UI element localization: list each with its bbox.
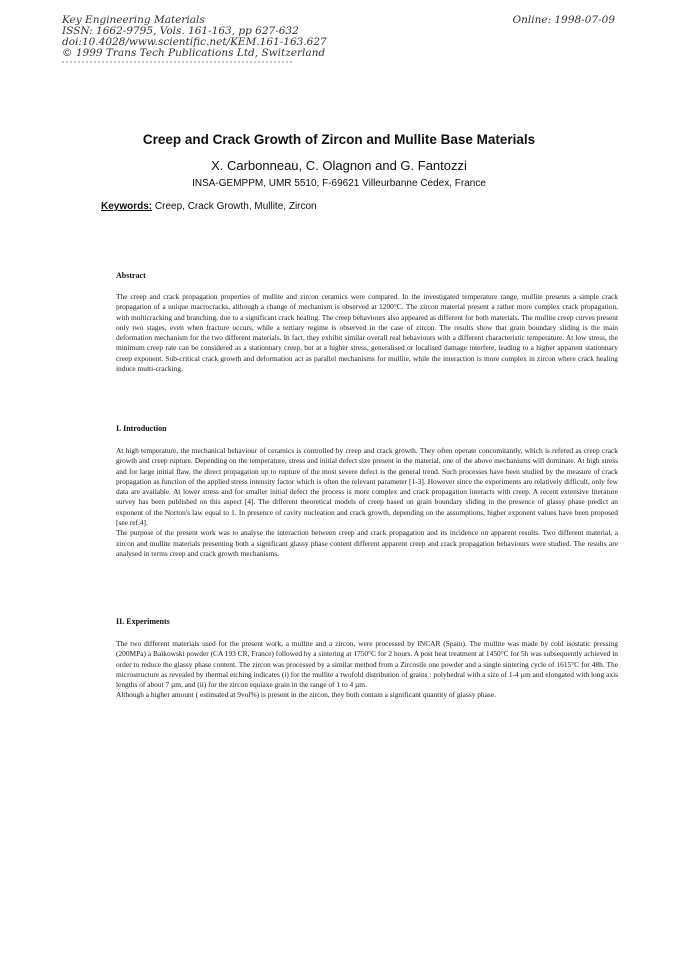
journal-header	[62, 15, 382, 59]
abstract-text	[116, 292, 618, 374]
experiments-text	[116, 639, 618, 701]
issn-line: ISSN: 1662-9795, Vols. 161-163, pp 627-632	[62, 25, 299, 37]
keywords-list: Creep, Crack Growth, Mullite, Zircon	[152, 201, 317, 212]
keywords-label: Keywords:	[101, 201, 153, 212]
paper-authors: X. Carbonneau, C. Olagnon and G. Fantozzi	[211, 158, 467, 173]
keywords-line	[101, 201, 317, 212]
paper-title: Creep and Crack Growth of Zircon and Mullite Base Materials	[142, 132, 536, 147]
experiments-paragraph-2: Although a higher amount ( estimated at 9vol%) is present in the zircon, they both contain a significant quantity of glassy phase.	[116, 690, 496, 700]
experiments-paragraph-1: The two different materials used for the present work, a mullite and a zircon, were processed by INCAR (Spain). The mullite was made by cold isostatic pressing (200MPa) a Baikowski powder (CA 193 CR, France) followed by a sintering at 1750°C for 2 hours. A post heat treatment at 1450°C for 5h was subsequently achieved in order to reduce the glassy phase content. The zircon was processed by a similar method from a Zircosile one powder and a single sintering cycle of 1615°C for 48h. The microstructure as revealed by thermal etching indicates (i) for the mullite a twofold distribution of grains : polyhedral with a size of 1-4 µm and elongated with long axis lengths of about 7 µm, and (ii) for the zircon equiaxe grain in the range of 1 to 4 µm.	[116, 639, 618, 690]
intro-paragraph-1: At high temperature, the mechanical behaviour of ceramics is controlled by creep and crack growth. They often operate concomitantly, which is refered as creep crack growth and creep rupture. Depending on the temperature, stress and initial defect size present in the material, one of the above mechanisms will dominate. At high stress and for large initial flaw, the direct propagation up to rupture of the most severe defect is the general trend. Such processes have been studied by the measure of crack propagation as function of the applied stress intensity factor which is often the relevant parameter [1-3]. However since the experiments are relatively difficult, only few data are available. At lower stress and for smaller initial defect the process is more complex and crack propagation interacts with creep. A recent extensive literature survey has been published on this aspect [4]. The different theoretical models of creep based on grain boundary sliding in the presence of glassy phase predict an exponent of the Norton's law equal to 1. In presence of cavity nucleation and crack growth, depending on the assumptions, higher exponent values have been proposed [see ref.4].	[116, 446, 618, 528]
journal-name: Key Engineering Materials	[62, 14, 205, 26]
paper-affiliation: INSA-GEMPPM, UMR 5510, F-69621 Villeurbanne Cedex, France	[192, 178, 486, 189]
copyright-line: © 1999 Trans Tech Publications Ltd, Switzerland	[62, 47, 326, 59]
intro-heading: I. Introduction	[116, 424, 167, 433]
doi-line: doi:10.4028/www.scientific.net/KEM.161-163.627	[62, 36, 327, 48]
online-date: Online: 1998-07-09	[512, 14, 615, 26]
abstract-heading: Abstract	[116, 271, 146, 280]
abstract-paragraph: The creep and crack propagation properties of mullite and zircon ceramics were compared. In the investigated temperature range, mullite presents a simple crack propagation of a unique macrocracks, although a change of mechanism is observed at 1200°C. The zircon material present a rather more complex crack propagation, with multicracking and branching, due to a significant crack healing. The creep behaviours also appeared as different for both materials. The mullite creep curves present only two stages, even when fracture occurs, while a tertiary regime is observed in the case of zircon. The results show that grain boundary sliding is the main deformation mechanism for the two different materials. In fact, they exhibit similar overall real behaviours with a different characteristic temperature. At low stress, the minimum creep rate can be considered as a stationnary creep, but at a higher stress, generalised or localised damage interfere, leading to a higher apparent stationnary creep exponent. Sub-critical crack growth and deformation act as parallel mechanisms for mullite, while the interaction is more complex in zircon where crack healing induce multi-cracking.	[116, 292, 618, 374]
experiments-heading: II. Experiments	[116, 617, 170, 626]
faded-text-artifact	[62, 61, 292, 67]
intro-text	[116, 446, 618, 559]
intro-paragraph-2: The purpose of the present work was to analyse the interaction between creep and crack propagation and its incidence on apparent results. Two different material, a zircon and mullite materials presenting both a significant glassy phase content different apparent creep and crack propagation behaviours were studied. The results are analysed in terms creep and crack growth mechanisms.	[116, 528, 618, 558]
